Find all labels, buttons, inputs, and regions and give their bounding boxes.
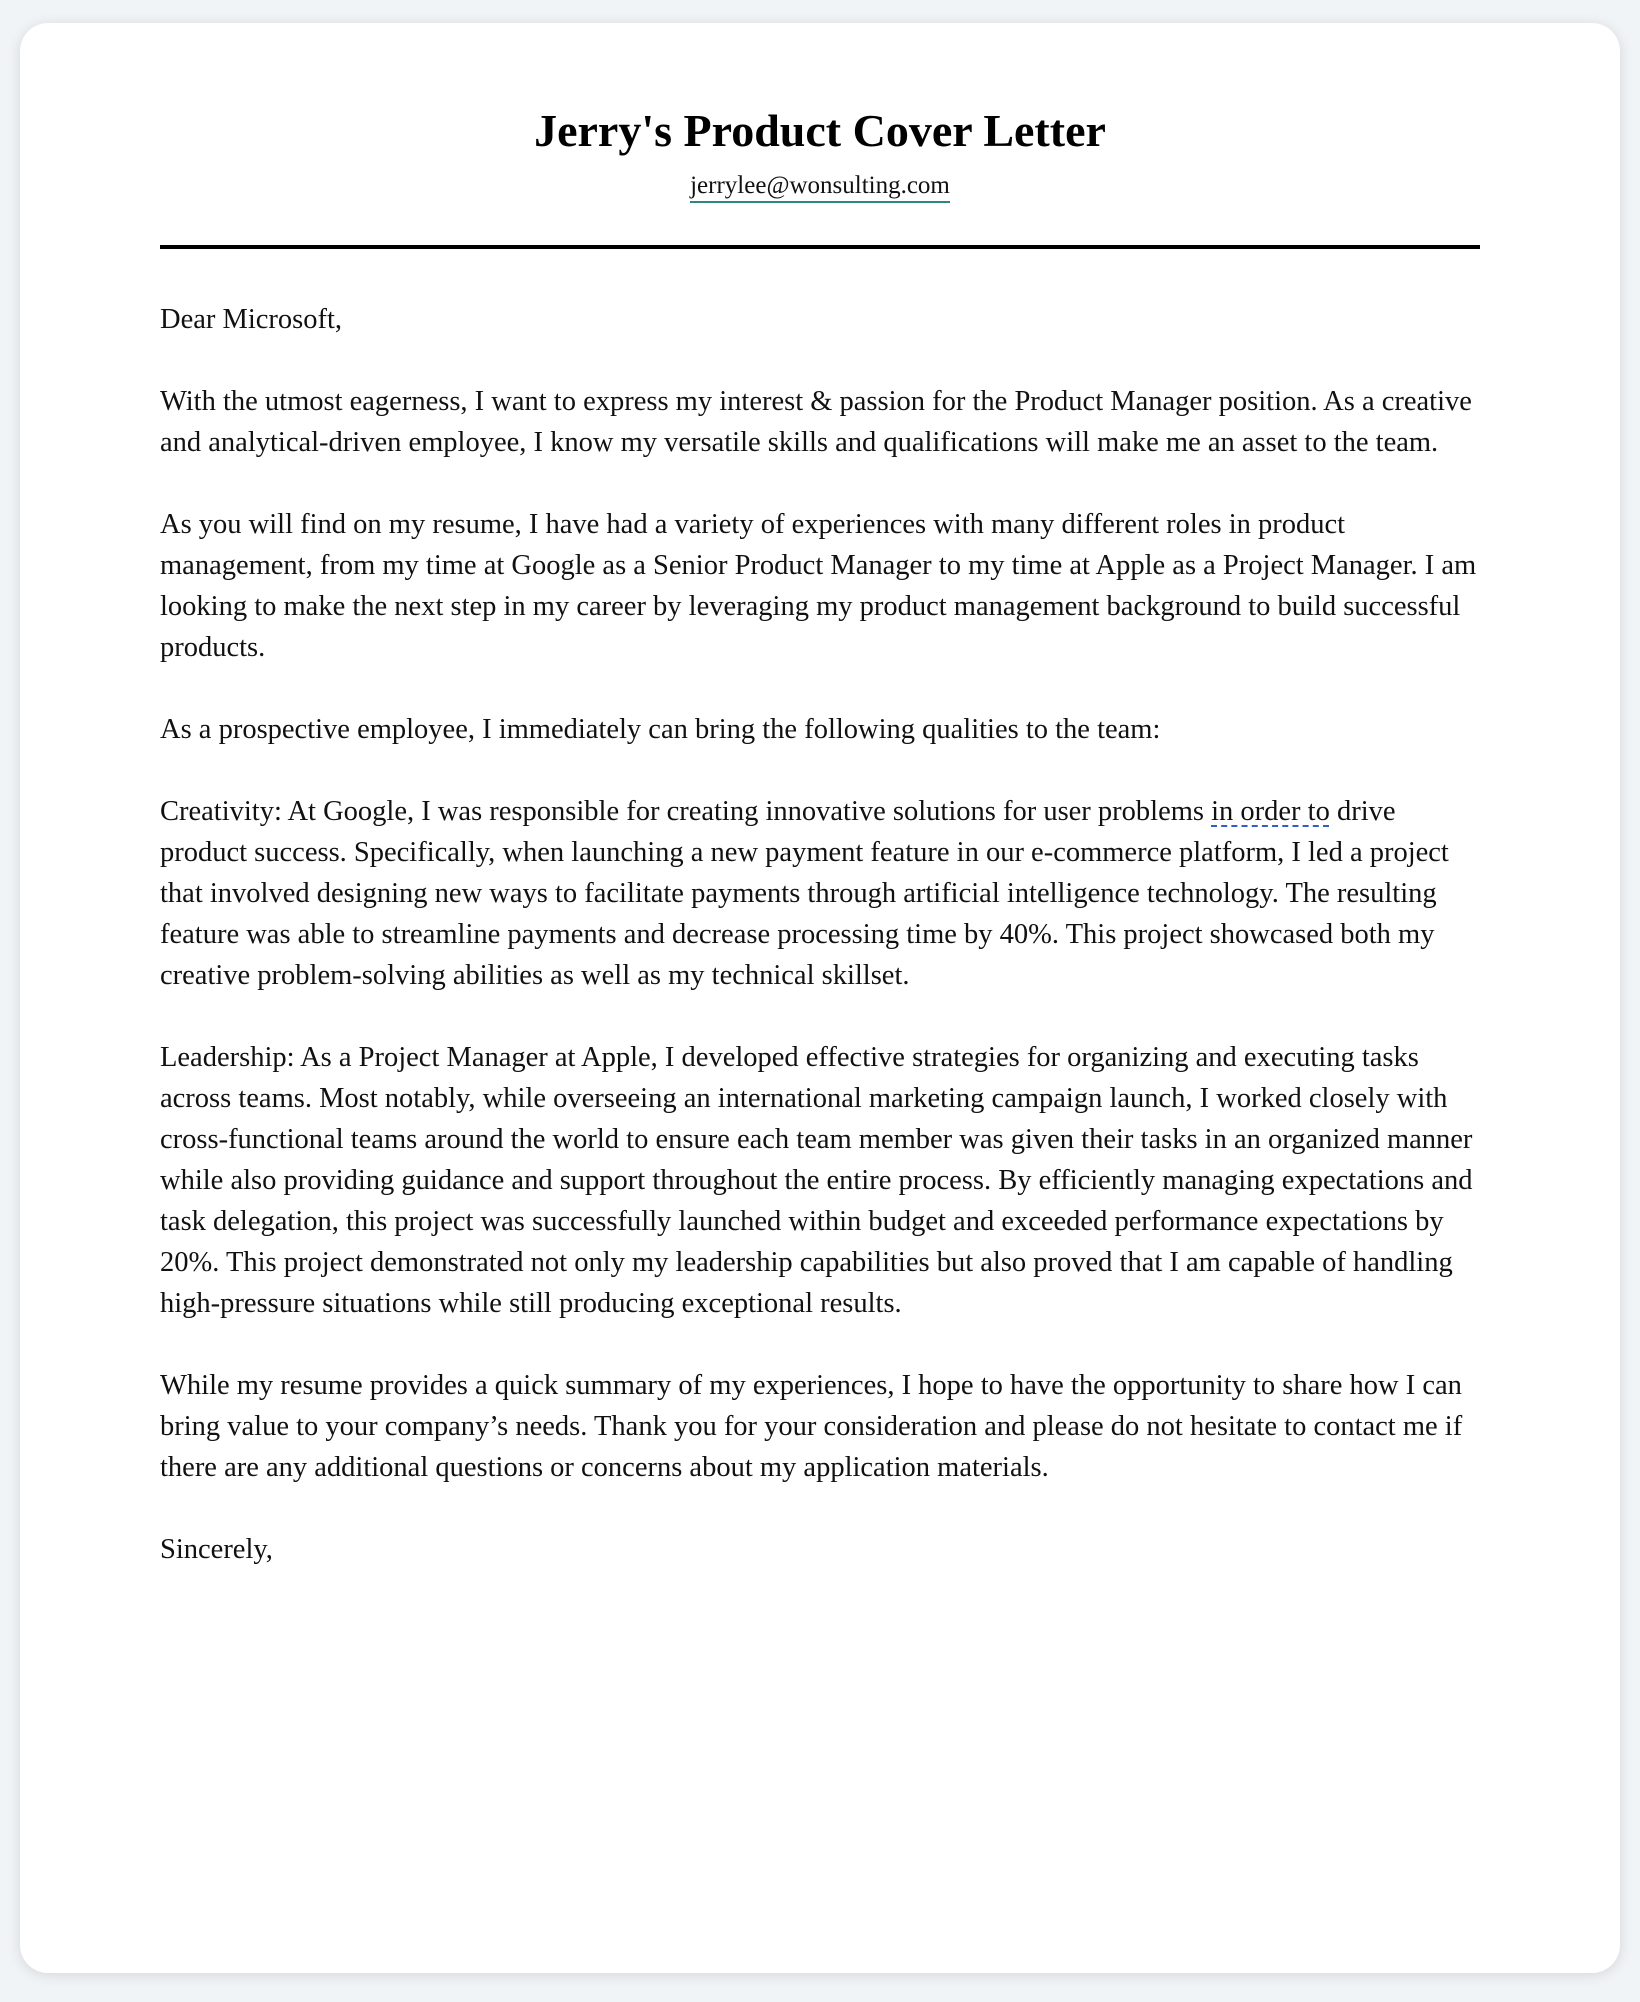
paragraph-experience: As you will find on my resume, I have had a variety of experiences with many different roles in product management, from my time at Google as a Senior Product Manager to my time at Apple as a Project Manager. I am looking to make the next step in my career by leveraging my product management background to build successful products. <box>160 508 1477 663</box>
creativity-text-start: Creativity: At Google, I was responsible for creating innovative solutions for user problems <box>160 795 1212 827</box>
paragraph-closing: While my resume provides a quick summary of my experiences, I hope to have the opportunity to share how I can bring value to your company’s needs. Thank you for your consideration and please do not hesitate to contact me if there are any additional questions or concerns about my application materials. <box>160 1369 1463 1483</box>
letter-title: Jerry's Product Cover Letter <box>534 105 1106 156</box>
email-link[interactable]: jerrylee@wonsulting.com <box>690 172 950 203</box>
grammar-suggestion-flag[interactable]: in order to <box>1211 795 1330 827</box>
letter-body <box>160 249 1480 1570</box>
paragraph-creativity <box>160 791 1480 996</box>
letter-header <box>160 23 1480 203</box>
paragraph-qualities-intro: As a prospective employee, I immediately can bring the following qualities to the team: <box>160 713 1161 745</box>
sign-off: Sincerely, <box>160 1533 273 1565</box>
greeting: Dear Microsoft, <box>160 303 343 335</box>
paragraph-intro: With the utmost eagerness, I want to express my interest & passion for the Product Manager position. As a creative and analytical-driven employee, I know my versatile skills and qualifications will make me an asset to the team. <box>160 385 1472 458</box>
creativity-text-end: drive product success. Specifically, when launching a new payment feature in our e-commerce platform, I led a project that involved designing new ways to facilitate payments through artificial intelligence technology. The resulting feature was able to streamline payments and decrease processing time by 40%. This project showcased both my creative problem-solving abilities as well as my technical skillset. <box>160 795 1449 991</box>
letter-card <box>20 23 1620 1973</box>
paragraph-leadership: Leadership: As a Project Manager at Apple, I developed effective strategies for organizing and executing tasks across teams. Most notably, while overseeing an international marketing campaign launch, I worked closely with cross-functional teams around the world to ensure each team member was given their tasks in an organized manner while also providing guidance and support throughout the entire process. By efficiently managing expectations and task delegation, this project was successfully launched within budget and exceeded performance expectations by 20%. This project demonstrated not only my leadership capabilities but also proved that I am capable of handling high-pressure situations while still producing exceptional results. <box>160 1041 1473 1319</box>
